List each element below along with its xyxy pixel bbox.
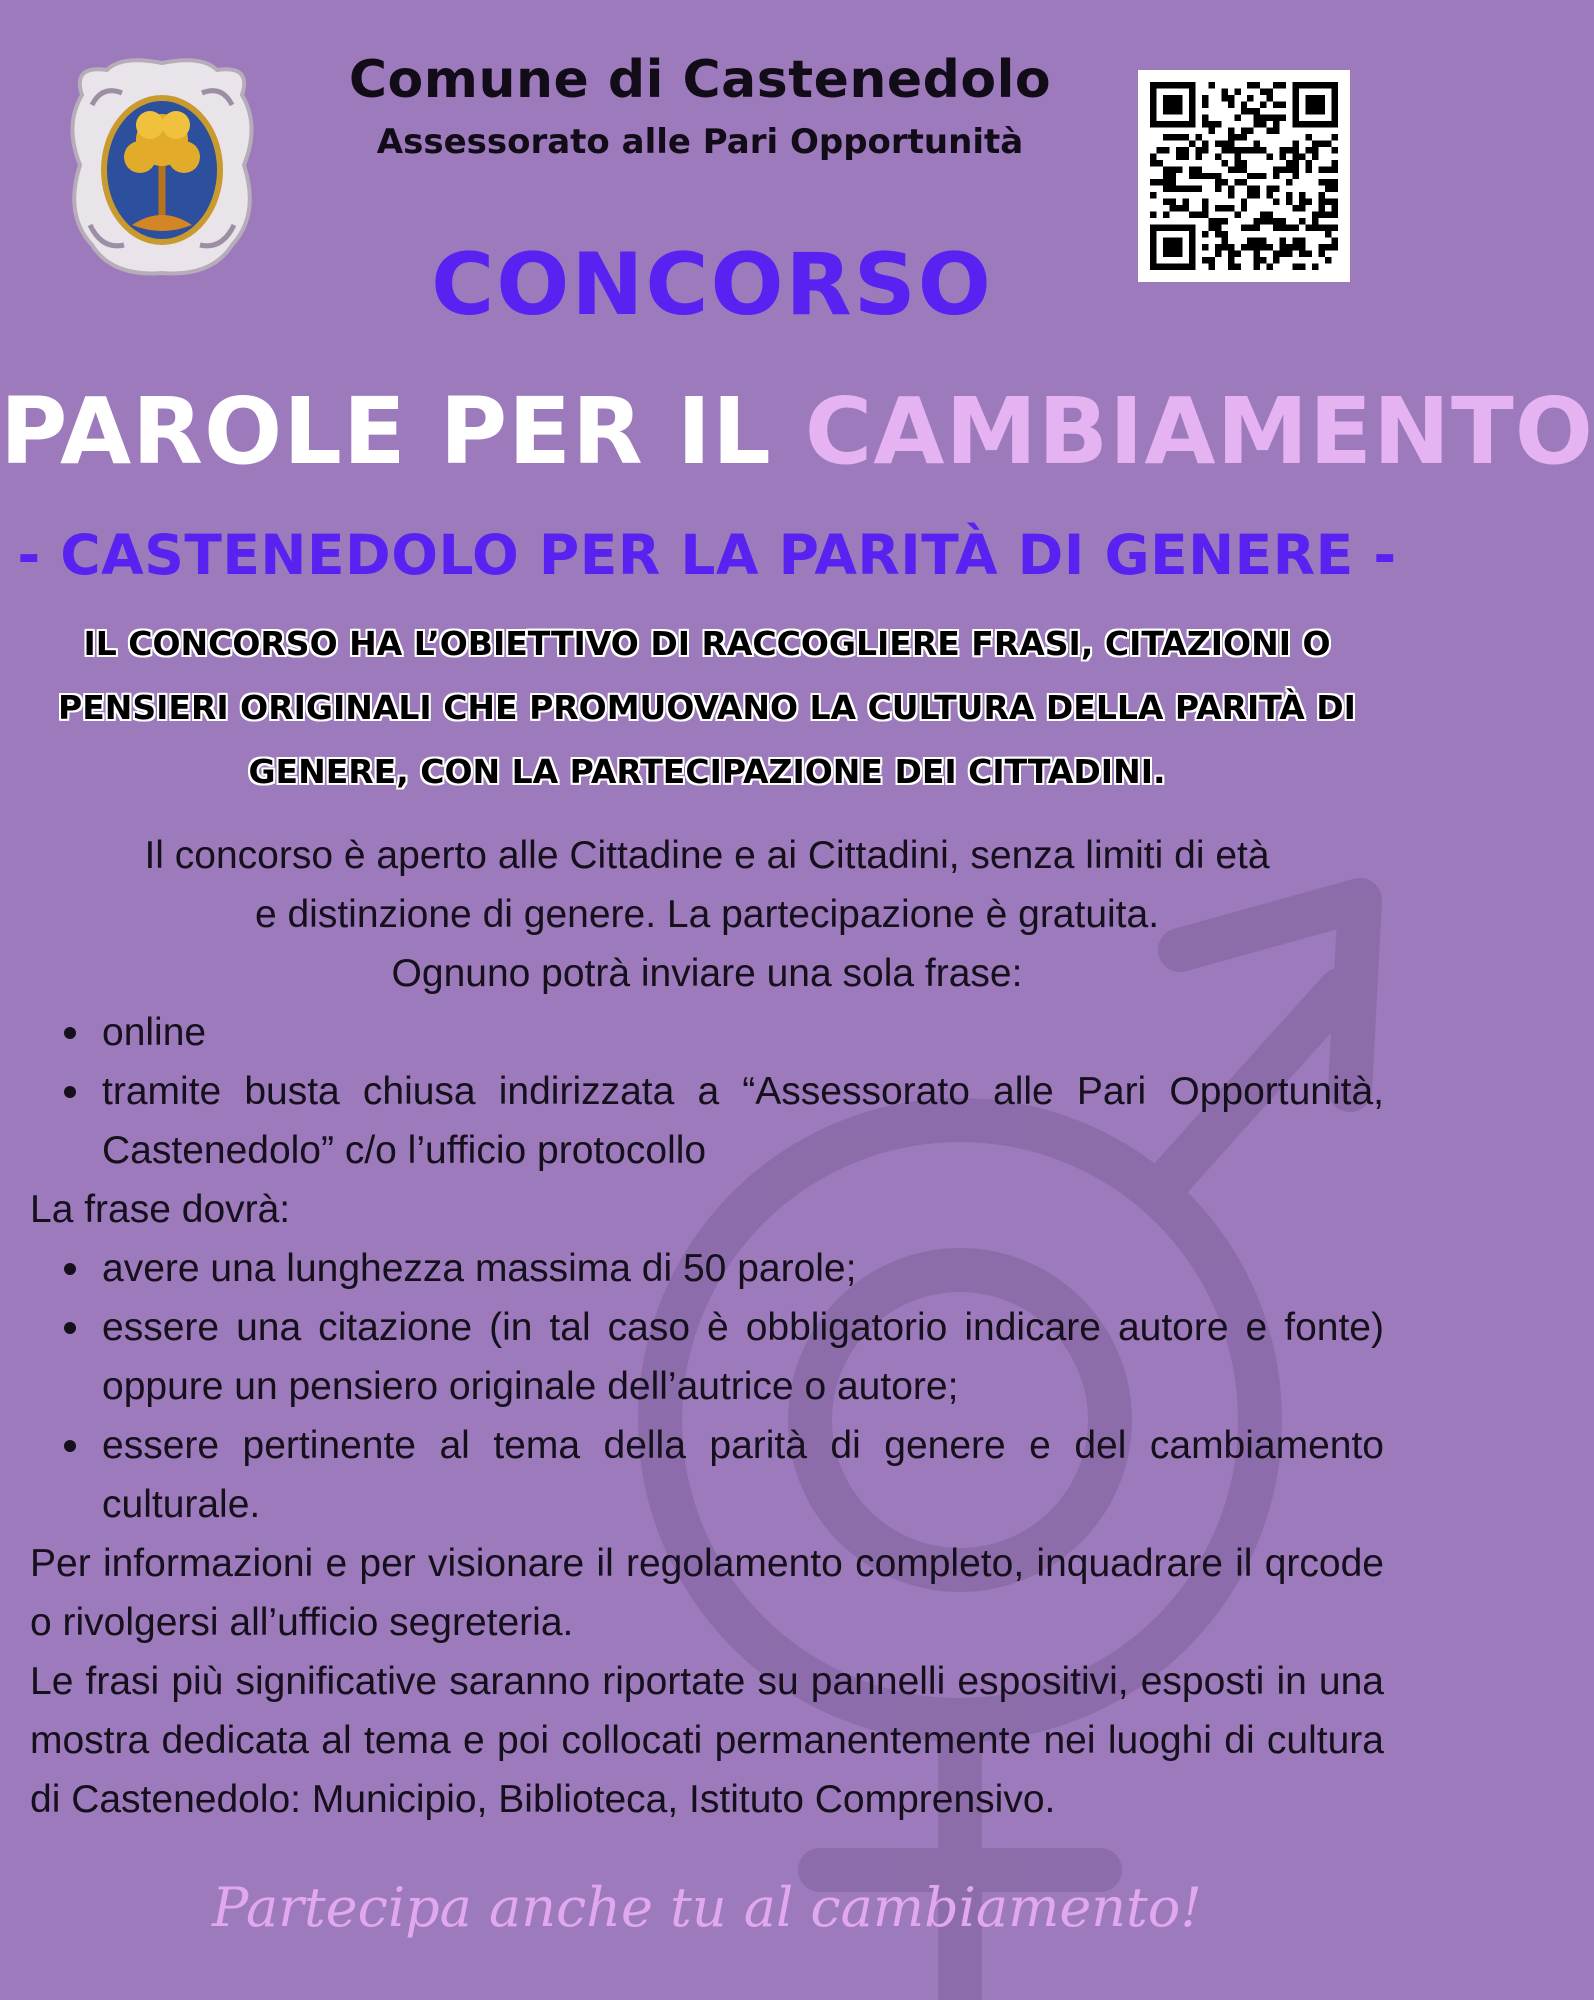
footer-slogan: Partecipa anche tu al cambiamento! [212, 1876, 1202, 1939]
intro-text [30, 612, 1384, 804]
paragraph-line: e distinzione di genere. La partecipazione è gratuita. [254, 893, 1160, 936]
requirements-title: La frase dovrà: [30, 1188, 291, 1231]
coat-of-arms-icon [62, 55, 262, 280]
contest-title [0, 378, 1594, 485]
paragraph-line: Il concorso è aperto alle Cittadine e ai Cittadini, senza limiti di età [144, 834, 1270, 877]
qr-code[interactable] [1138, 70, 1350, 282]
paragraph-line: Ognuno potrà inviare una sola frase: [391, 952, 1023, 995]
intro-line: GENERE, CON LA PARTECIPAZIONE DEI CITTADINI. [248, 752, 1166, 791]
list-item: avere una lunghezza massima di 50 parole; [102, 1239, 1384, 1298]
body-text [30, 826, 1384, 1829]
list-item: online [102, 1003, 1384, 1062]
requirements-list [30, 1239, 1384, 1534]
list-item: essere pertinente al tema della parità di genere e del cambiamento culturale. [102, 1416, 1384, 1534]
intro-line: IL CONCORSO HA L’OBIETTIVO DI RACCOGLIERE FRASI, CITAZIONI O [83, 624, 1331, 663]
contest-title-white: PAROLE PER IL [0, 378, 805, 485]
list-item: tramite busta chiusa indirizzata a “Assessorato alle Pari Opportunità, Castenedolo” c/o l’ufficio protocollo [102, 1062, 1384, 1180]
list-item: essere una citazione (in tal caso è obbligatorio indicare autore e fonte) oppure un pensiero originale dell’autrice o autore; [102, 1298, 1384, 1416]
info-paragraph: Per informazioni e per visionare il regolamento completo, inquadrare il qrcode o rivolgersi all’ufficio segreteria. [30, 1542, 1384, 1644]
municipality-name: Comune di Castenedolo [348, 50, 1052, 110]
intro-line: PENSIERI ORIGINALI CHE PROMUOVANO LA CULTURA DELLA PARITÀ DI [58, 688, 1356, 727]
department-name: Assessorato alle Pari Opportunità [376, 122, 1024, 162]
qr-code-icon [1150, 82, 1338, 270]
exhibit-paragraph: Le frasi più significative saranno riportate su pannelli espositivi, esposti in una mostra dedicata al tema e poi collocati permanentemente nei luoghi di cultura di Castenedolo: Municipio, Biblioteca, Istituto Comprensivo. [30, 1660, 1384, 1821]
send-methods-list [30, 1003, 1384, 1180]
contest-label: CONCORSO [431, 235, 993, 335]
contest-title-pink: CAMBIAMENTO [804, 378, 1594, 485]
contest-subtitle: - CASTENEDOLO PER LA PARITÀ DI GENERE - [17, 523, 1397, 587]
